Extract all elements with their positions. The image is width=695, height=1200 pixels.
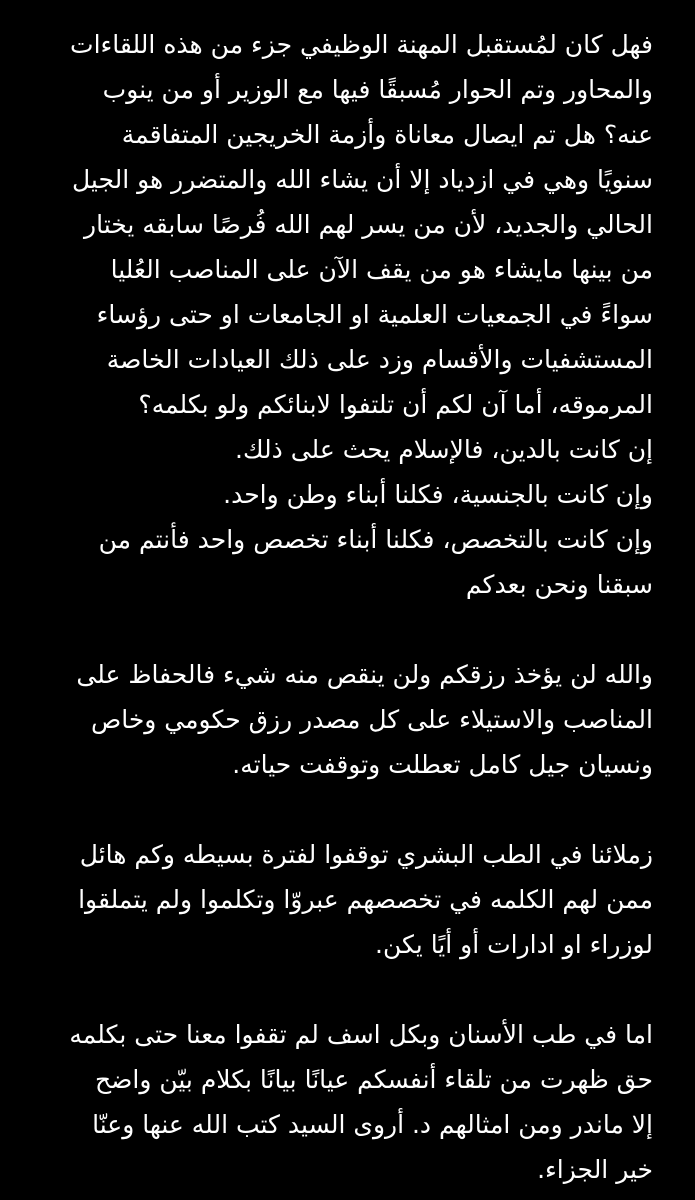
text-line: سبقنا ونحن بعدكم	[465, 570, 653, 599]
text-line: عنه؟ هل تم ايصال معاناة وأزمة الخريجين المتفاقمة	[121, 120, 653, 149]
text-line: وإن كانت بالتخصص، فكلنا أبناء تخصص واحد فأنتم من	[98, 525, 653, 554]
text-line: لوزراء او ادارات أو أيًا يكن.	[375, 930, 653, 959]
text-line: الحالي والجديد، لأن من يسر لهم الله فُرصًا سابقه يختار	[84, 210, 653, 239]
text-line: زملائنا في الطب البشري توقفوا لفترة بسيطه وكم هائل	[79, 840, 653, 869]
text-line: اما في طب الأسنان وبكل اسف لم تقفوا معنا حتى بكلمه	[69, 1020, 653, 1049]
text-line: ونسيان جيل كامل تعطلت وتوقفت حياته.	[232, 750, 653, 779]
text-line: خير الجزاء.	[537, 1155, 653, 1184]
text-line: فهل كان لمُستقبل المهنة الوظيفي جزء من هذه اللقاءات	[70, 30, 653, 59]
text-line: سواءً في الجمعيات العلمية او الجامعات او حتى رؤساء	[96, 300, 653, 329]
text-line: إن كانت بالدين، فالإسلام يحث على ذلك.	[235, 435, 653, 464]
text-line: والمحاور وتم الحوار مُسبقًا فيها مع الوزير أو من ينوب	[102, 75, 653, 104]
text-line: سنويًا وهي في ازدياد إلا أن يشاء الله والمتضرر هو الجيل	[71, 165, 653, 194]
text-line: المرموقه، أما آن لكم أن تلتفوا لابنائكم ولو بكلمه؟	[138, 390, 653, 419]
text-line: إلا ماندر ومن امثالهم د. أروى السيد كتب الله عنها وعنّا	[92, 1110, 653, 1139]
text-line: المناصب والاستيلاء على كل مصدر رزق حكومي وخاص	[90, 705, 653, 734]
text-line: حق ظهرت من تلقاء أنفسكم عيانًا بيانًا بكلام بيّن واضح	[95, 1065, 653, 1094]
text-line: من بينها مايشاء هو من يقف الآن على المناصب العُليا	[110, 255, 653, 284]
text-line: وإن كانت بالجنسية، فكلنا أبناء وطن واحد.	[223, 480, 653, 509]
text-line: والله لن يؤخذ رزقكم ولن ينقص منه شيء فالحفاظ على	[76, 660, 653, 689]
text-line: ممن لهم الكلمه في تخصصهم عبروّا وتكلموا ولم يتملقوا	[78, 885, 653, 914]
text-line: المستشفيات والأقسام وزد على ذلك العيادات الخاصة	[106, 345, 653, 374]
